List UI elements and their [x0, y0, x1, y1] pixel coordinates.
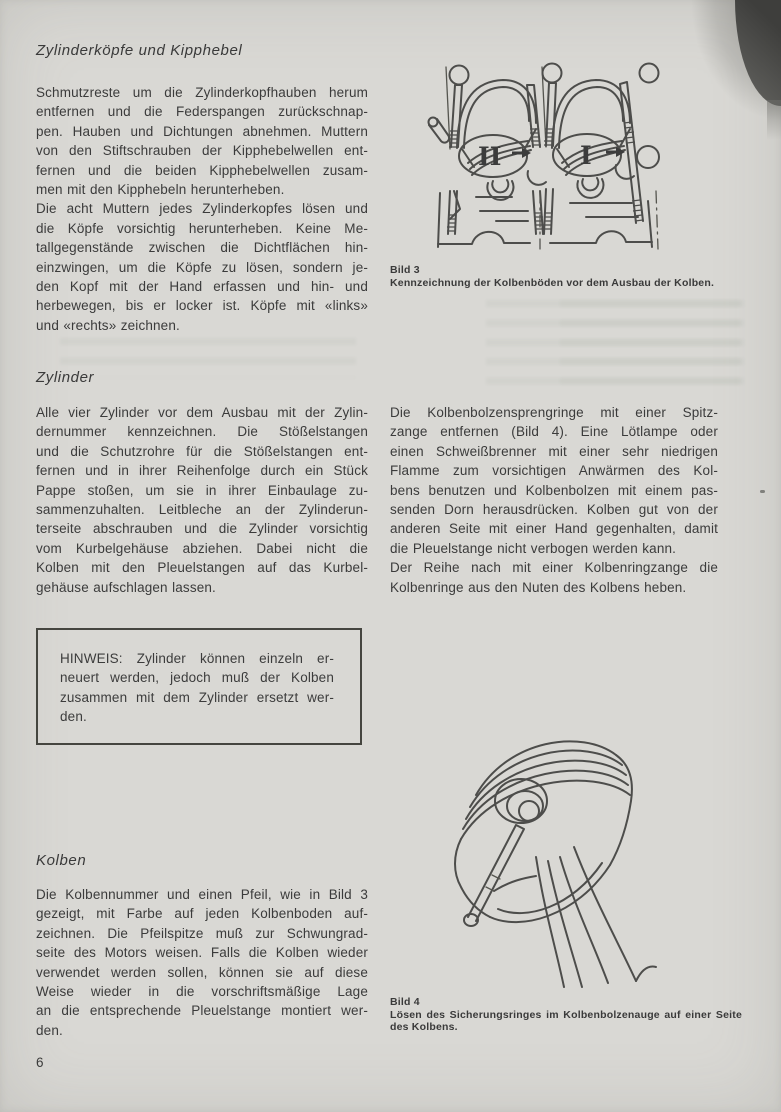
- text-line: zeichnen. Die Pfeilspitze muß zur Schwungrad-: [36, 925, 368, 941]
- figure-caption-bild3: [390, 264, 742, 289]
- text-line: dernummer kennzeichnen. Die Stößelstangen: [36, 424, 368, 440]
- note-text: [60, 649, 334, 727]
- text-line: bens benutzen und Kolbenbolzen mit einem pas-: [390, 482, 718, 498]
- text-line: und die Schutzrohre für die Stößelstangen ent-: [36, 443, 368, 459]
- bild4-line-drawing: [424, 728, 742, 992]
- paragraph-block-zylinder: [36, 403, 368, 597]
- caption-text: [390, 1009, 742, 1034]
- text-line: Der Reihe nach mit einer Kolbenringzange die: [390, 560, 718, 576]
- text-line: terseite abschrauben und die Zylinder vorsichtig: [36, 521, 368, 537]
- text-line: den.: [60, 709, 87, 725]
- text-line: zusammen mit dem Zylinder ersetzt wer-: [60, 689, 334, 705]
- bleed-through-artifact: [486, 300, 744, 396]
- text-line: verwendet werden sollen, können sie auf diese: [36, 964, 368, 980]
- text-line: an die entsprechende Pleuelstange montiert wer-: [36, 1003, 368, 1019]
- paper-speck: [760, 490, 765, 493]
- caption-title: Bild 4: [390, 996, 420, 1008]
- text-line: sammenzuhalten. Leitbleche an der Zylinderun-: [36, 502, 368, 518]
- text-line: entfernen und die Federspangen zurückschnap-: [36, 104, 368, 120]
- text-line: den.: [36, 1022, 63, 1038]
- bleed-through-artifact: [560, 300, 740, 390]
- text-line: neuert werden, jedoch muß der Kolben: [60, 670, 334, 686]
- text-line: pen. Hauben und Dichtungen abnehmen. Muttern: [36, 123, 368, 139]
- text-line: die Köpfe vorsichtig herunterheben. Keine Me-: [36, 220, 368, 236]
- figure-bild3-piston-marking: [400, 50, 670, 257]
- text-line: einzwingen, um die Köpfe zu lösen, sondern je-: [36, 259, 368, 275]
- text-line: tallgegenstände zwischen die Dichtflächen hin-: [36, 240, 368, 256]
- text-line: Die Kolbenbolzensprengringe mit einer Spitz-: [390, 405, 718, 420]
- caption-title: Bild 3: [390, 264, 420, 276]
- text-line: men mit den Kipphebeln herunterheben.: [36, 182, 285, 198]
- text-line: gezeigt, mit Farbe auf jeden Kolbenboden auf-: [36, 906, 368, 922]
- paragraph-block-kipphebel: [36, 83, 368, 335]
- paragraph-block-kolbenbolzen: [390, 403, 718, 597]
- paragraph: [36, 403, 368, 597]
- page-curl-shadow-halo: [671, 0, 781, 170]
- paragraph: [390, 403, 718, 558]
- text-line: herbewegen, bis er locker ist. Köpfe mit «links»: [36, 298, 368, 314]
- paragraph: [390, 558, 718, 597]
- text-line: seite des Motors weisen. Falls die Kolben wieder: [36, 945, 368, 961]
- figure-caption-bild4: [390, 996, 742, 1034]
- text-line: senden Dorn herausdrücken. Kolben gut von der: [390, 502, 718, 518]
- edge-shadow: [767, 100, 781, 140]
- text-line: den Kopf mit der Hand erfassen und hin- und: [36, 279, 368, 295]
- bleed-through-artifact: [60, 338, 356, 378]
- text-line: fernen und die beiden Kipphebelwellen zusam-: [36, 162, 368, 178]
- text-line: einen Schweißbrenner mit einer sehr niedrigen: [390, 443, 718, 459]
- text-line: Lösen des Sicherungsringes im Kolbenbolzenauge auf einer Seite: [390, 1008, 742, 1021]
- piston-number-I: I: [580, 141, 592, 170]
- paragraph: [36, 885, 368, 1040]
- text-line: Alle vier Zylinder vor dem Ausbau mit der Zylin-: [36, 405, 368, 420]
- text-line: und «rechts» zeichnen.: [36, 317, 180, 333]
- text-line: Kolben mit den Pleuelstangen auf das Kurbel-: [36, 560, 368, 576]
- text-line: Flamme zum vorsichtigen Anwärmen des Kol-: [390, 463, 718, 479]
- text-line: die Pleuelstange nicht verbogen werden kann.: [390, 540, 677, 556]
- text-line: des Kolbens.: [390, 1021, 458, 1033]
- text-line: anderen Seite mit einer Hand gegenhalten, damit: [390, 521, 718, 537]
- paragraph: [36, 83, 368, 199]
- piston-number-II: II: [478, 142, 502, 171]
- text-line: zange entfernen (Bild 4). Eine Lötlampe oder: [390, 424, 718, 440]
- text-line: vom Kurbelgehäuse abziehen. Dabei nicht die: [36, 540, 368, 556]
- text-line: von den Stiftschrauben der Kipphebelwellen ent-: [36, 143, 368, 159]
- text-line: Kennzeichnung der Kolbenböden vor dem Ausbau der Kolben.: [390, 276, 715, 289]
- bild3-line-drawing: [400, 50, 670, 257]
- text-line: Pappe stoßen, um sie in ihrer Einbaulage zu-: [36, 482, 368, 498]
- paragraph: [36, 199, 368, 335]
- text-line: Kolbenringe aus den Nuten des Kolbens heben.: [390, 579, 687, 595]
- page-curl-shadow: [735, 0, 781, 106]
- section-heading-kolben: Kolben: [36, 852, 87, 869]
- text-line: HINWEIS: Zylinder können einzeln er-: [60, 651, 334, 666]
- text-line: Die Kolbennummer und einen Pfeil, wie in Bild 3: [36, 887, 368, 902]
- page-number: 6: [36, 1055, 45, 1070]
- text-line: fernen und in ihrer Reihenfolge durch ein Stück: [36, 463, 368, 479]
- text-line: Weise wieder in die vorschriftsmäßige Lage: [36, 984, 368, 1000]
- section-heading-zylinder: Zylinder: [36, 369, 95, 386]
- paragraph-block-kolben: [36, 885, 368, 1040]
- section-heading-zylinderkoepfe: Zylinderköpfe und Kipphebel: [36, 42, 243, 59]
- caption-text: [390, 277, 742, 290]
- text-line: Schmutzreste um die Zylinderkopfhauben herum: [36, 85, 368, 100]
- hinweis-note-box: [36, 628, 362, 745]
- figure-bild4-circlip-removal: [424, 728, 742, 992]
- text-line: Die acht Muttern jedes Zylinderkopfes lösen und: [36, 201, 368, 217]
- text-line: gehäuse aufschlagen lassen.: [36, 579, 216, 595]
